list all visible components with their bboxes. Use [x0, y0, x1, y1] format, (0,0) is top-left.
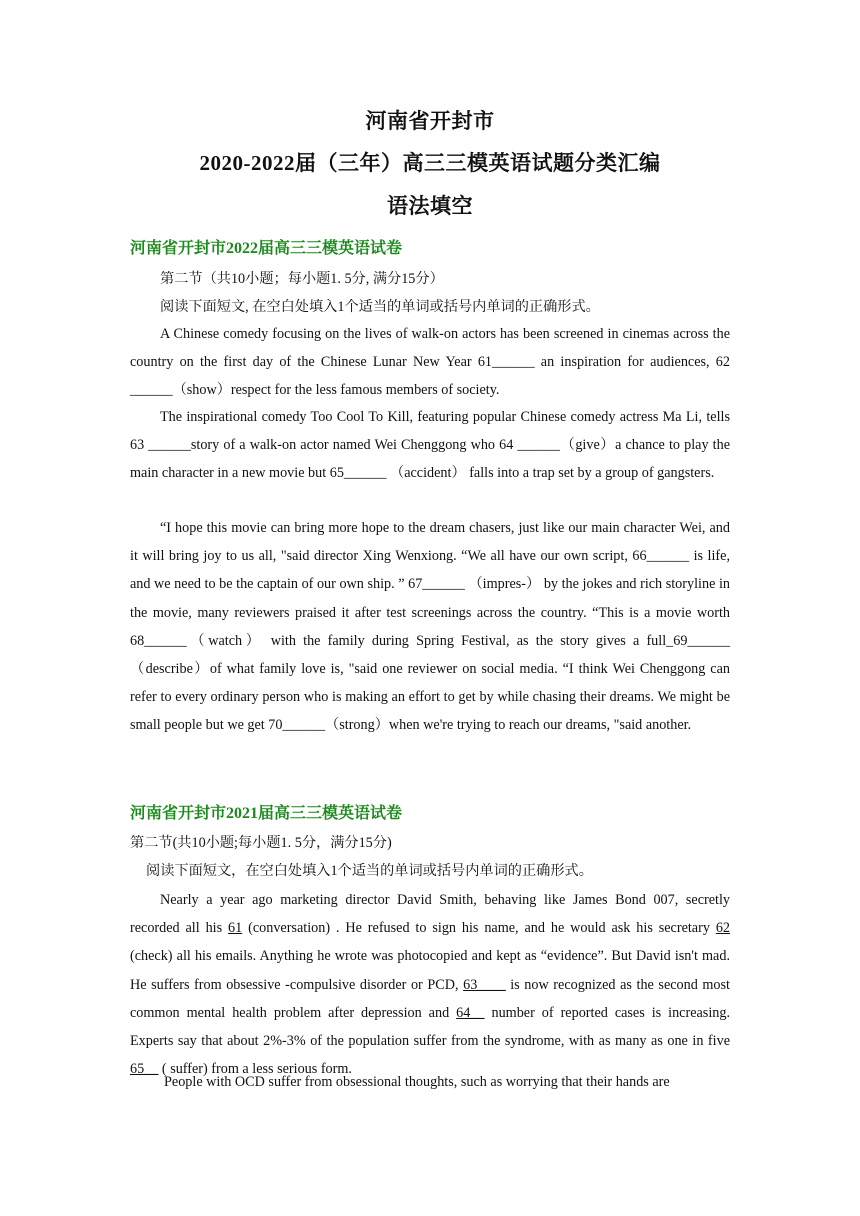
- passage-text: is now recognized as the second most common mental health problem after depression and: [130, 976, 730, 1021]
- document-title-topic: 语法填空: [387, 194, 473, 218]
- passage-text: (conversation) . He refused to sign his name, and he would ask his secretary: [242, 920, 716, 937]
- passage-paragraph-5: People with OCD suffer from obsessional thoughts, such as worrying that their hands are: [164, 1074, 670, 1090]
- passage-paragraph-4: [130, 886, 730, 1083]
- blank-62: 62: [715, 920, 731, 937]
- blank-65: 65__: [130, 1061, 159, 1078]
- blank-61: 61: [228, 920, 243, 937]
- document-title-region: 河南省开封市: [365, 109, 495, 133]
- section-instructions-2022: 第二节（共10小题；每小题1. 5分, 满分15分）: [160, 271, 444, 287]
- section-instructions-2021: 第二节(共10小题;每小题1. 5分，满分15分): [130, 835, 392, 851]
- passage-text: ( suffer) from a less serious form.: [158, 1061, 352, 1078]
- passage-text: number of reported cases is increasing. Experts say that about 2%-3% of the population suffer from the syndrome, with as many as one in five: [130, 1004, 730, 1050]
- passage-text: Nearly a year ago marketing director David Smith, behaving like James Bond 007, secretly recorded all his: [130, 892, 730, 937]
- blank-64: 64__: [456, 1004, 485, 1021]
- document-title-series: 2020-2022届（三年）高三三模英语试题分类汇编: [199, 151, 661, 175]
- passage-paragraph-3: “I hope this movie can bring more hope to the dream chasers, just like our main character Wei, and it will bring joy to us all, "said director Xing Wenxiong. “We all have our own script, 66______ is life, and we need to be the captain of our own ship. ” 67______ （impres-） by the jokes and rich storyline in the movie, many reviewers praised it after test screenings across the country. “This is a movie worth 68______（watch） with the family during Spring Festival, as the story gives a full_69______（describe）of what family love is, "said one reviewer on social media. “I think Wei Chenggong can refer to every ordinary person who is making an effort to get by while chasing their dreams. We might be small people but we get 70______（strong）when we're trying to reach our dreams, "said another.: [130, 520, 730, 734]
- passage-text: (check) all his emails. Anything he wrote was photocopied and kept as “evidence”. But David isn't mad. He suffers from obsessive -compulsive disorder or PCD,: [130, 948, 730, 993]
- passage-paragraph-2: The inspirational comedy Too Cool To Kill, featuring popular Chinese comedy actress Ma Li, tells 63 ______story of a walk-on actor named Wei Chenggong who 64 ______（give）a chance to play the main character in a new movie but 65______ （accident） falls into a trap set by a group of gangsters.: [130, 409, 730, 482]
- section-heading-2021: 河南省开封市2021届高三三模英语试卷: [130, 805, 403, 822]
- blank-63: 63____: [463, 976, 506, 993]
- section-directions-2021: 阅读下面短文，在空白处填入1个适当的单词或括号内单词的正确形式。: [146, 863, 593, 879]
- passage-paragraph-1: A Chinese comedy focusing on the lives of walk-on actors has been screened in cinemas across the country on the first day of the Chinese Lunar New Year 61______ an inspiration for audiences, 62 ______（show）respect for the less famous members of society.: [130, 326, 730, 399]
- section-directions-2022: 阅读下面短文, 在空白处填入1个适当的单词或括号内单词的正确形式。: [160, 299, 600, 315]
- section-heading-2022: 河南省开封市2022届高三三模英语试卷: [130, 240, 403, 257]
